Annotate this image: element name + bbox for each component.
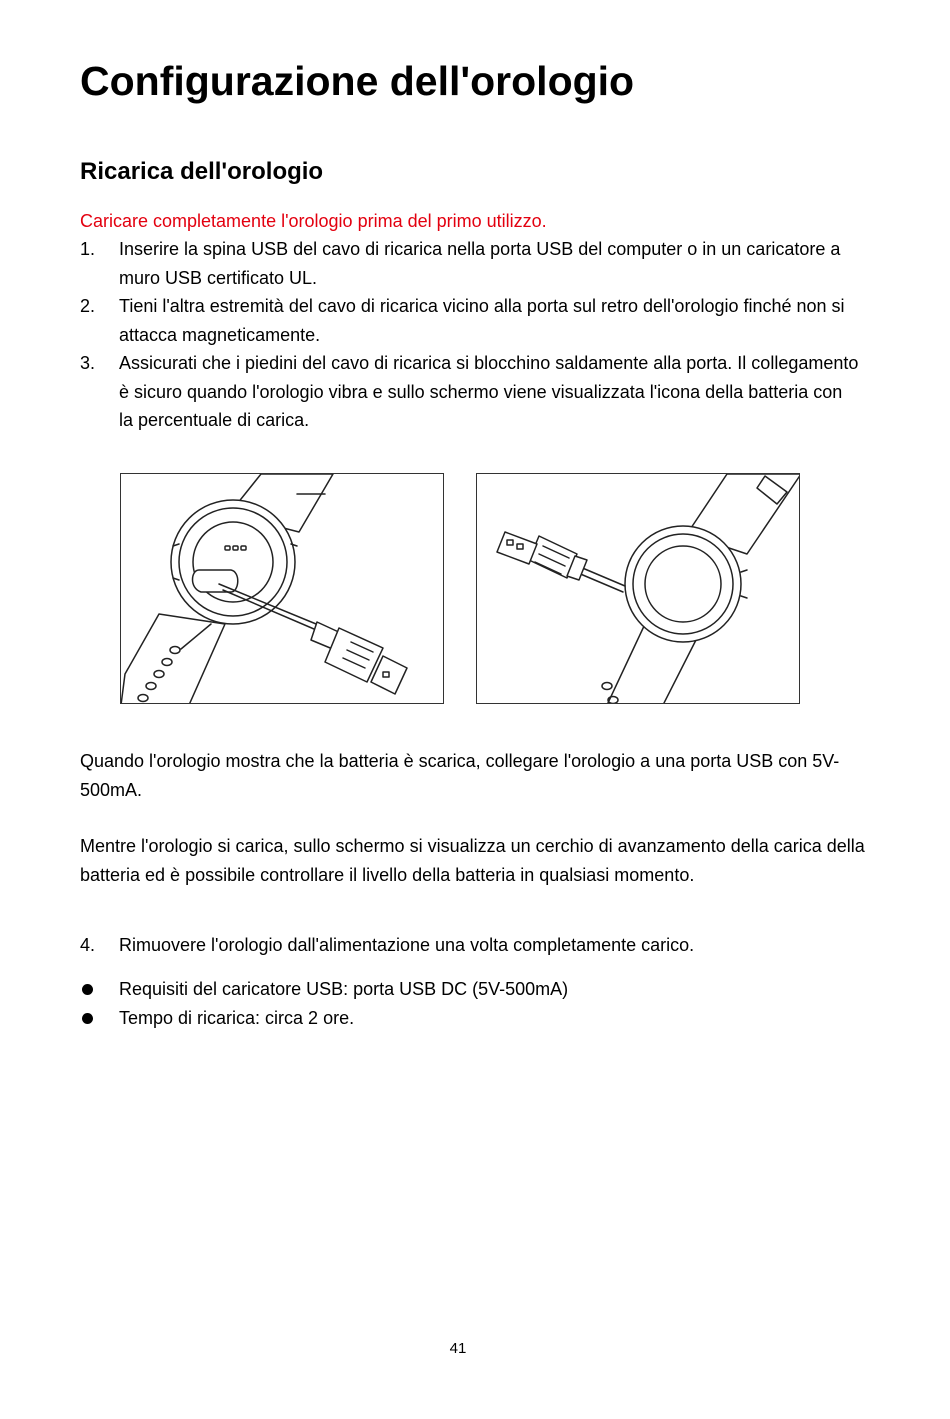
step-number: 2. bbox=[80, 296, 96, 316]
charge-warning: Caricare completamente l'orologio prima del primo utilizzo. bbox=[80, 211, 547, 231]
charger-requirements bbox=[80, 975, 568, 1032]
step-text: Tieni l'altra estremità del cavo di ricarica vicino alla porta sul retro dell'orologio finché non si attacca magneticamente. bbox=[119, 296, 845, 345]
illustration-watch-back-charging bbox=[120, 473, 444, 704]
bullet-text: Tempo di ricarica: circa 2 ore. bbox=[119, 1007, 355, 1028]
list-item bbox=[80, 292, 860, 349]
step-text: Inserire la spina USB del cavo di ricarica nella porta USB del computer o in un caricatore a muro USB certificato UL. bbox=[119, 239, 841, 288]
page-number: 41 bbox=[449, 1340, 467, 1357]
list-item bbox=[80, 235, 860, 292]
step-number: 4. bbox=[80, 935, 96, 955]
step-number: 1. bbox=[80, 239, 96, 259]
low-battery-paragraph: Quando l'orologio mostra che la batteria è scarica, collegare l'orologio a una porta USB con 5V-500mA. bbox=[80, 751, 840, 800]
list-item bbox=[80, 931, 860, 960]
list-item bbox=[80, 349, 860, 435]
list-item bbox=[80, 1004, 568, 1033]
step-text: Assicurati che i piedini del cavo di ricarica si blocchino saldamente alla porta. Il collegamento è sicuro quando l'orologio vibra e sullo schermo viene visualizzata l'icona della batteria con la percentuale di carica. bbox=[119, 353, 859, 430]
section-title: Ricarica dell'orologio bbox=[80, 158, 324, 185]
list-item bbox=[80, 975, 568, 1004]
page-title: Configurazione dell'orologio bbox=[80, 58, 635, 104]
step-text: Rimuovere l'orologio dall'alimentazione una volta completamente carico. bbox=[119, 935, 695, 955]
bullet-text: Requisiti del caricatore USB: porta USB DC (5V-500mA) bbox=[119, 979, 569, 999]
charging-progress-paragraph: Mentre l'orologio si carica, sullo schermo si visualizza un cerchio di avanzamento della carica della batteria ed è possibile controllare il livello della batteria in qualsiasi momento. bbox=[80, 836, 865, 885]
charging-steps bbox=[80, 235, 860, 435]
bullet-icon bbox=[82, 984, 93, 995]
illustration-watch-front-cable bbox=[476, 473, 800, 704]
step-number: 3. bbox=[80, 353, 96, 373]
bullet-icon bbox=[82, 1013, 93, 1024]
